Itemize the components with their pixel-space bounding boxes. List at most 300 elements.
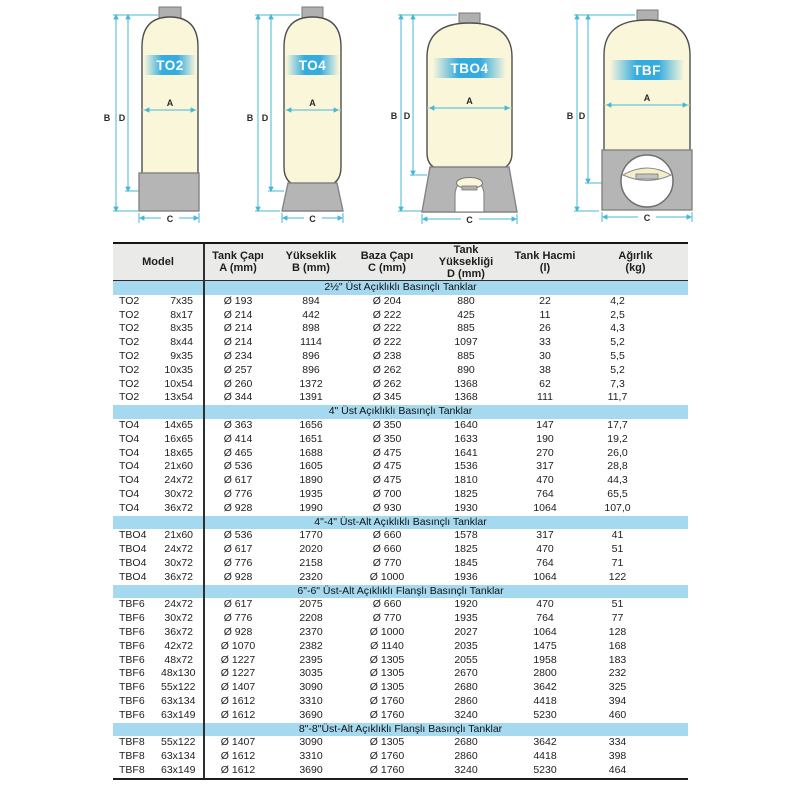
tank-capi-cell: Ø 776 (223, 487, 253, 500)
yukseklik-cell: 896 (302, 349, 320, 362)
baza-capi-cell: Ø 475 (372, 460, 402, 473)
tank-yuksekligi-cell: 1097 (454, 336, 478, 349)
tank-yuksekligi-cell: 880 (457, 294, 475, 307)
model-name-cell: TBF6 (119, 708, 145, 721)
baza-capi-cell: Ø 1760 (369, 708, 405, 721)
dim-label-d: D (403, 111, 411, 121)
table-row (113, 626, 688, 640)
table-row (113, 571, 688, 585)
table-row (113, 322, 688, 336)
tank-capi-cell: Ø 1070 (220, 639, 256, 652)
table-row (113, 695, 688, 709)
tank-hacmi-cell: 5230 (533, 763, 557, 776)
dim-label-a: A (643, 93, 651, 103)
section-title: 4"-4" Üst-Alt Açıklıklı Basınçlı Tanklar (113, 516, 688, 530)
tank-yuksekligi-cell: 1368 (454, 391, 478, 404)
table-row (113, 447, 688, 461)
tank-yuksekligi-cell: 1810 (454, 474, 478, 487)
yukseklik-cell: 2075 (299, 598, 323, 611)
agirlik-cell: 11,7 (607, 391, 628, 404)
model-size-cell: 63x134 (161, 694, 196, 707)
model-name-cell: TBO4 (119, 543, 147, 556)
dim-label-a: A (309, 98, 316, 108)
dim-label-c: C (466, 215, 473, 225)
agirlik-cell: 460 (608, 708, 627, 721)
tank-hacmi-cell: 11 (539, 308, 551, 321)
tank-yuksekligi-cell: 1825 (454, 487, 478, 500)
table-row (113, 309, 688, 323)
tank-yuksekligi-cell: 2860 (454, 750, 478, 763)
tank-hacmi-cell: 62 (539, 377, 551, 390)
tank-yuksekligi-cell: 1825 (454, 543, 478, 556)
yukseklik-cell: 2158 (299, 556, 323, 569)
model-name-cell: TO2 (119, 308, 140, 321)
tank-capi-cell: Ø 344 (223, 391, 253, 404)
tank-capi-cell: Ø 1612 (220, 763, 256, 776)
table-row (113, 640, 688, 654)
model-column-divider (203, 244, 205, 778)
bottom-flange (636, 174, 658, 179)
tank-capi-cell: Ø 214 (223, 308, 253, 321)
model-size-cell: 30x72 (164, 612, 193, 625)
model-size-cell: 10x35 (164, 363, 193, 376)
tank-hacmi-cell: 3642 (533, 736, 557, 749)
table-row (113, 598, 688, 612)
model-size-cell: 42x72 (164, 639, 193, 652)
agirlik-cell: 7,3 (610, 377, 625, 390)
spec-table-grid (113, 244, 688, 778)
section-header-row (113, 723, 688, 737)
agirlik-cell: 51 (611, 543, 624, 556)
table-row (113, 709, 688, 723)
table-row (113, 350, 688, 364)
tank-yuksekligi-cell: 885 (457, 322, 475, 335)
model-size-cell: 24x72 (164, 598, 193, 611)
tank-hacmi-cell: 270 (536, 446, 554, 459)
table-row (113, 378, 688, 392)
model-size-cell: 55x122 (161, 736, 196, 749)
baza-capi-cell: Ø 1305 (369, 736, 405, 749)
baza-capi-cell: Ø 770 (372, 556, 402, 569)
baza-capi-cell: Ø 1760 (369, 763, 405, 776)
tank-hacmi-cell: 764 (536, 612, 554, 625)
model-size-cell: 14x65 (164, 418, 193, 431)
tank-body (604, 20, 690, 151)
model-name-cell: TO4 (119, 460, 140, 473)
model-size-cell: 30x72 (164, 556, 193, 569)
yukseklik-cell: 898 (302, 322, 320, 335)
agirlik-cell: 2,5 (610, 308, 625, 321)
tank-hacmi-cell: 1475 (533, 639, 557, 652)
agirlik-cell: 183 (608, 653, 627, 666)
tank-yuksekligi-cell: 1935 (454, 612, 478, 625)
agirlik-cell: 4,2 (610, 294, 625, 307)
agirlik-cell: 65,5 (607, 487, 628, 500)
tank-hacmi-cell: 38 (539, 363, 551, 376)
agirlik-cell: 128 (608, 625, 627, 638)
model-size-cell: 55x122 (161, 681, 196, 694)
table-row (113, 295, 688, 309)
tank-hacmi-cell: 764 (536, 487, 554, 500)
tank-hacmi-cell: 5230 (533, 708, 557, 721)
spec-table (113, 242, 688, 780)
yukseklik-cell: 1935 (299, 487, 323, 500)
agirlik-cell: 41 (611, 529, 624, 542)
tank-yuksekligi-cell: 1930 (454, 501, 478, 514)
model-name-cell: TBF6 (119, 612, 145, 625)
tank-yuksekligi-cell: 1578 (454, 529, 478, 542)
tank-hacmi-cell: 470 (536, 598, 554, 611)
model-name-cell: TBF6 (119, 639, 145, 652)
baza-capi-cell: Ø 222 (372, 336, 402, 349)
tank-hacmi-cell: 22 (539, 294, 551, 307)
table-row (113, 391, 688, 405)
model-name-cell: TBF6 (119, 694, 145, 707)
model-name-cell: TBO4 (119, 529, 147, 542)
tank-hacmi-cell: 33 (539, 336, 551, 349)
table-row (113, 750, 688, 764)
tank-capi-cell: Ø 1407 (220, 736, 256, 749)
tank-yuksekligi-cell: 2670 (454, 667, 478, 680)
tank-yuksekligi-cell: 2680 (454, 681, 478, 694)
baza-capi-cell: Ø 1000 (369, 625, 405, 638)
tank-hacmi-cell: 190 (536, 432, 554, 445)
tank-diagram-tbo4 (390, 5, 533, 229)
yukseklik-cell: 3035 (299, 667, 323, 680)
model-name-cell: TO4 (119, 501, 140, 514)
tank-hacmi-cell: 4418 (533, 694, 557, 707)
model-size-cell: 30x72 (164, 487, 193, 500)
section-title: 4" Üst Açıklıklı Basınçlı Tanklar (113, 405, 688, 419)
table-row (113, 502, 688, 516)
model-name-cell: TBF6 (119, 598, 145, 611)
model-size-cell: 36x72 (164, 625, 193, 638)
tank-yuksekligi-cell: 1845 (454, 556, 478, 569)
agirlik-cell: 232 (608, 667, 627, 680)
tank-capi-cell: Ø 776 (223, 556, 253, 569)
yukseklik-cell: 1688 (299, 446, 323, 459)
dim-label-a: A (466, 96, 473, 106)
tank-capi-cell: Ø 214 (223, 336, 253, 349)
agirlik-cell: 464 (608, 763, 627, 776)
model-name-cell: TBF8 (119, 736, 145, 749)
section-title: 8"-8"Üst-Alt Açıklıklı Flanşlı Basınçlı Tanklar (113, 723, 688, 737)
tank-yuksekligi-cell: 1640 (454, 418, 478, 431)
tank-capi-cell: Ø 1227 (220, 653, 256, 666)
tank-capi-cell: Ø 214 (223, 322, 253, 335)
tank-yuksekligi-cell: 1641 (454, 446, 478, 459)
tank-yuksekligi-cell: 1920 (454, 598, 478, 611)
yukseklik-cell: 3690 (299, 763, 323, 776)
tank-hacmi-cell: 1064 (533, 625, 557, 638)
yukseklik-cell: 1372 (299, 377, 323, 390)
tank-hacmi-cell: 3642 (533, 681, 557, 694)
agirlik-cell: 5,2 (610, 363, 625, 376)
model-size-cell: 8x17 (170, 308, 193, 321)
tank-yuksekligi-cell: 2035 (454, 639, 478, 652)
section-title: 2½" Üst Açıklıklı Basınçlı Tanklar (113, 281, 688, 295)
tank-yuksekligi-cell: 1633 (454, 432, 478, 445)
model-size-cell: 18x65 (164, 446, 193, 459)
tank-diagram-tbf (568, 5, 703, 229)
tank-yuksekligi-cell: 425 (457, 308, 475, 321)
table-row (113, 736, 688, 750)
dim-label-d: D (578, 111, 586, 121)
column-header: Ağırlık (kg) (583, 244, 688, 281)
column-header: Yükseklik B (mm) (273, 244, 349, 281)
yukseklik-cell: 1990 (299, 501, 323, 514)
tank-capi-cell: Ø 1407 (220, 681, 256, 694)
model-name-cell: TBF6 (119, 667, 145, 680)
model-name-cell: TBF8 (119, 763, 145, 776)
yukseklik-cell: 3090 (299, 681, 323, 694)
model-name-cell: TBF8 (119, 750, 145, 763)
agirlik-cell: 398 (608, 750, 627, 763)
table-row (113, 612, 688, 626)
tank-capi-cell: Ø 928 (223, 625, 253, 638)
tank-capi-cell: Ø 1227 (220, 667, 256, 680)
agirlik-cell: 44,3 (607, 474, 628, 487)
baza-capi-cell: Ø 1000 (369, 570, 405, 583)
tank-hacmi-cell: 2800 (533, 667, 557, 680)
agirlik-cell: 168 (608, 639, 627, 652)
tank-capi-cell: Ø 260 (223, 377, 253, 390)
tank-capi-cell: Ø 193 (223, 294, 253, 307)
tank-capi-cell: Ø 1612 (220, 708, 256, 721)
yukseklik-cell: 3090 (299, 736, 323, 749)
model-name-cell: TO2 (119, 294, 140, 307)
baza-capi-cell: Ø 930 (372, 501, 402, 514)
column-header: Tank Hacmi (l) (507, 244, 583, 281)
tank-capi-cell: Ø 536 (223, 460, 253, 473)
model-size-cell: 63x149 (161, 708, 196, 721)
model-size-cell: 48x72 (164, 653, 193, 666)
dim-label-d: D (118, 113, 126, 123)
yukseklik-cell: 3690 (299, 708, 323, 721)
baza-capi-cell: Ø 262 (372, 377, 402, 390)
tank-hacmi-cell: 764 (536, 556, 554, 569)
dim-label-b: B (390, 111, 398, 121)
yukseklik-cell: 1605 (299, 460, 323, 473)
yukseklik-cell: 2208 (299, 612, 323, 625)
tank-capi-cell: Ø 1612 (220, 694, 256, 707)
model-name-cell: TO2 (119, 391, 140, 404)
tank-capi-cell: Ø 617 (223, 543, 253, 556)
bottom-flange (462, 186, 477, 190)
table-header-row (113, 244, 688, 281)
tank-base (139, 173, 199, 211)
tank-capi-cell: Ø 617 (223, 598, 253, 611)
model-size-cell: 63x149 (161, 763, 196, 776)
yukseklik-cell: 1890 (299, 474, 323, 487)
section-header-row (113, 405, 688, 419)
yukseklik-cell: 2382 (299, 639, 323, 652)
tank-hacmi-cell: 111 (537, 391, 553, 404)
dim-label-b: B (566, 111, 574, 121)
tank-hacmi-cell: 470 (536, 474, 554, 487)
model-name-cell: TO2 (119, 336, 140, 349)
agirlik-cell: 51 (611, 598, 624, 611)
model-size-cell: 7x35 (170, 294, 193, 307)
dim-label-c: C (166, 214, 174, 224)
model-size-cell: 24x72 (164, 474, 193, 487)
baza-capi-cell: Ø 1305 (369, 653, 405, 666)
model-size-cell: 9x35 (170, 349, 193, 362)
tank-capi-cell: Ø 617 (223, 474, 253, 487)
table-row (113, 336, 688, 350)
table-row (113, 460, 688, 474)
section-header-row (113, 585, 688, 599)
tank-yuksekligi-cell: 885 (457, 349, 475, 362)
table-row (113, 419, 688, 433)
baza-capi-cell: Ø 660 (372, 529, 402, 542)
baza-capi-cell: Ø 660 (372, 598, 402, 611)
model-name-cell: TBF6 (119, 653, 145, 666)
model-size-cell: 21x60 (164, 529, 193, 542)
yukseklik-cell: 2020 (299, 543, 323, 556)
model-name-cell: TO2 (119, 322, 140, 335)
baza-capi-cell: Ø 350 (372, 418, 402, 431)
model-size-cell: 36x72 (164, 501, 193, 514)
tank-yuksekligi-cell: 1936 (454, 570, 478, 583)
yukseklik-cell: 1651 (299, 432, 323, 445)
model-name-cell: TBF6 (119, 681, 145, 694)
table-body (113, 281, 688, 778)
tank-hacmi-cell: 1064 (533, 570, 557, 583)
model-name-cell: TO4 (119, 432, 140, 445)
agirlik-cell: 4,3 (610, 322, 625, 335)
tank-capi-cell: Ø 536 (223, 529, 253, 542)
tank-hacmi-cell: 30 (539, 349, 551, 362)
baza-capi-cell: Ø 660 (372, 543, 402, 556)
yukseklik-cell: 2320 (299, 570, 323, 583)
agirlik-cell: 28,8 (607, 460, 628, 473)
tank-capi-cell: Ø 928 (223, 570, 253, 583)
model-size-cell: 36x72 (164, 570, 193, 583)
yukseklik-cell: 1656 (299, 418, 323, 431)
table-row (113, 681, 688, 695)
tank-yuksekligi-cell: 2027 (454, 625, 478, 638)
section-header-row (113, 281, 688, 295)
tank-hacmi-cell: 147 (536, 418, 554, 431)
baza-capi-cell: Ø 238 (372, 349, 402, 362)
tank-base (282, 183, 343, 211)
tank-yuksekligi-cell: 890 (457, 363, 475, 376)
baza-capi-cell: Ø 1305 (369, 681, 405, 694)
tank-capi-cell: Ø 928 (223, 501, 253, 514)
tank-yuksekligi-cell: 2055 (454, 653, 478, 666)
model-size-cell: 16x65 (164, 432, 193, 445)
yukseklik-cell: 894 (302, 294, 320, 307)
column-header: Tank Yüksekliği D (mm) (425, 244, 507, 281)
table-row (113, 557, 688, 571)
model-name-cell: TO4 (119, 446, 140, 459)
model-size-cell: 13x54 (164, 391, 193, 404)
model-name-cell: TO2 (119, 363, 140, 376)
tank-capi-cell: Ø 465 (223, 446, 253, 459)
baza-capi-cell: Ø 475 (372, 474, 402, 487)
table-row (113, 764, 688, 778)
tank-capi-cell: Ø 234 (223, 349, 253, 362)
model-size-cell: 21x60 (164, 460, 193, 473)
tank-hacmi-cell: 317 (536, 529, 554, 542)
tank-label: TBF (633, 63, 661, 78)
agirlik-cell: 394 (608, 694, 627, 707)
dim-label-d: D (261, 113, 269, 123)
tank-hacmi-cell: 1064 (533, 501, 557, 514)
tank-diagram-to4 (248, 5, 360, 229)
tank-hacmi-cell: 317 (536, 460, 554, 473)
table-row (113, 529, 688, 543)
tank-hacmi-cell: 1958 (533, 653, 557, 666)
baza-capi-cell: Ø 700 (372, 487, 402, 500)
model-size-cell: 10x54 (164, 377, 193, 390)
tank-yuksekligi-cell: 1536 (454, 460, 478, 473)
baza-capi-cell: Ø 222 (372, 308, 402, 321)
column-header: Model (113, 244, 203, 281)
agirlik-cell: 107,0 (604, 501, 631, 514)
table-row (113, 474, 688, 488)
agirlik-cell: 26,0 (607, 446, 628, 459)
model-size-cell: 8x35 (170, 322, 193, 335)
baza-capi-cell: Ø 204 (372, 294, 402, 307)
column-header: Tank Çapı A (mm) (203, 244, 273, 281)
tank-capi-cell: Ø 363 (223, 418, 253, 431)
dim-label-a: A (166, 98, 174, 108)
tank-label: TO2 (156, 58, 184, 73)
baza-capi-cell: Ø 1140 (370, 639, 404, 652)
table-row (113, 654, 688, 668)
baza-capi-cell: Ø 1305 (369, 667, 405, 680)
tank-yuksekligi-cell: 3240 (454, 763, 478, 776)
dim-label-c: C (309, 214, 316, 224)
model-size-cell: 48x130 (161, 667, 196, 680)
section-title: 6"-6" Üst-Alt Açıklıklı Flanşlı Basınçlı Tanklar (113, 585, 688, 599)
table-row (113, 667, 688, 681)
yukseklik-cell: 1391 (299, 391, 323, 404)
agirlik-cell: 334 (608, 736, 627, 749)
dim-label-b: B (246, 113, 254, 123)
yukseklik-cell: 3310 (299, 750, 323, 763)
agirlik-cell: 71 (611, 556, 624, 569)
tank-yuksekligi-cell: 3240 (454, 708, 478, 721)
tank-yuksekligi-cell: 1368 (454, 377, 478, 390)
agirlik-cell: 17,7 (607, 418, 628, 431)
baza-capi-cell: Ø 350 (372, 432, 402, 445)
tank-label: TBO4 (450, 61, 489, 76)
baza-capi-cell: Ø 222 (372, 322, 402, 335)
tank-capi-cell: Ø 1612 (220, 750, 256, 763)
baza-capi-cell: Ø 345 (372, 391, 402, 404)
baza-capi-cell: Ø 770 (372, 612, 402, 625)
dim-label-b: B (103, 113, 111, 123)
agirlik-cell: 5,5 (610, 349, 625, 362)
yukseklik-cell: 1114 (300, 336, 322, 349)
agirlik-cell: 325 (608, 681, 627, 694)
tank-label: TO4 (298, 58, 327, 73)
yukseklik-cell: 1770 (299, 529, 323, 542)
yukseklik-cell: 2395 (299, 653, 323, 666)
table-row (113, 543, 688, 557)
baza-capi-cell: Ø 1760 (369, 694, 405, 707)
model-name-cell: TO4 (119, 474, 140, 487)
tank-capi-cell: Ø 257 (223, 363, 253, 376)
tank-hacmi-cell: 26 (539, 322, 551, 335)
model-name-cell: TBO4 (119, 556, 147, 569)
yukseklik-cell: 3310 (299, 694, 323, 707)
model-name-cell: TO2 (119, 349, 140, 362)
tank-hacmi-cell: 4418 (533, 750, 557, 763)
